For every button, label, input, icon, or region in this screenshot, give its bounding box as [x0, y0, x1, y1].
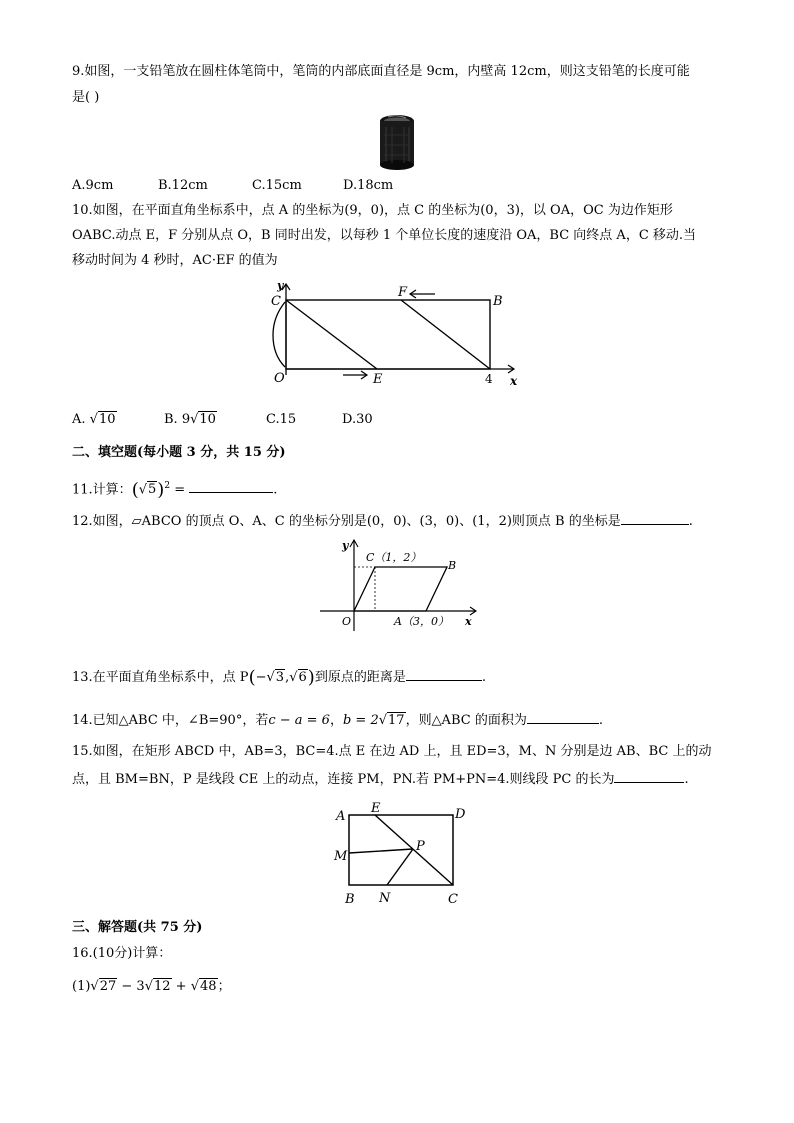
label-b: B — [345, 892, 355, 907]
q13-answer-blank — [406, 666, 482, 681]
q14-suffix: ，则△ABC 的面积为 — [405, 713, 527, 728]
q10-line3: 移动时间为 4 秒时，AC·EF 的值为 — [72, 253, 278, 268]
label-x: x — [465, 615, 472, 628]
label-a: A（3，0） — [394, 615, 449, 628]
q15-line2 — [72, 768, 689, 790]
label-e: E — [371, 801, 381, 816]
q16-operator-2: + — [171, 979, 191, 994]
q9-line2: 是( ) — [72, 90, 100, 105]
q12-answer-blank — [621, 510, 689, 525]
q14-separator: ， — [329, 713, 343, 728]
segment-pn — [387, 849, 413, 885]
q14-end: . — [598, 713, 603, 728]
q15-line1: 15.如图，在矩形 ABCD 中，AB=3，BC=4.点 E 在边 AD 上，且 ED=3，M、N 分别是边 AB、BC 上的动 — [72, 744, 712, 759]
q10-figure — [255, 277, 525, 389]
q15-line2-text: 点，且 BM=BN，P 是线段 CE 上的动点，连接 PM，PN.若 PM+PN=4.则线段 PC 的长为 — [72, 772, 615, 787]
label-p: P — [416, 839, 425, 854]
q10-option-a-prefix: A. — [72, 412, 90, 427]
q11-equals: = — [170, 482, 190, 498]
q11-answer-blank — [189, 478, 273, 493]
label-m: M — [334, 849, 348, 864]
q16-radicand-3: 48 — [200, 979, 217, 994]
q13-prefix: 13.在平面直角坐标系中，点 P — [72, 670, 249, 685]
q9-option-b: B.12cm — [158, 178, 208, 193]
q13-radicand-2: 6 — [298, 670, 307, 685]
q13-suffix: 到原点的距离是 — [314, 670, 406, 685]
label-n: N — [379, 891, 391, 906]
q13-radicand-1: 3 — [275, 670, 285, 685]
q9-line1: 9.如图，一支铅笔放在圆柱体笔筒中，笔筒的内部底面直径是 9cm，内壁高 12cm，则这支铅笔的长度可能 — [72, 64, 690, 79]
q10-option-b-radicand: 10 — [199, 412, 216, 427]
q13-minus: − — [255, 670, 267, 685]
label-4: 4 — [485, 372, 493, 386]
q11-exponent: 2 — [164, 481, 171, 491]
q13-line: 13.在平面直角坐标系中，点 P(−√3,√6)到原点的距离是 . — [72, 667, 486, 688]
label-e: E — [373, 372, 383, 387]
q9-option-c: C.15cm — [252, 178, 302, 193]
q16-end: ； — [217, 979, 231, 994]
label-b: B — [493, 294, 503, 309]
q10-line1: 10.如图，在平面直角坐标系中，点 A 的坐标为(9，0)，点 C 的坐标为(0，3)，以 OA，OC 为边作矩形 — [72, 203, 673, 218]
q14-line: 14.已知△ABC 中，∠B=90°，若c − a = 6，b = 2√17，则△ABC 的面积为 . — [72, 709, 603, 731]
q10-option-a: A. √10 — [72, 412, 116, 427]
label-y: y — [342, 539, 349, 552]
q15-answer-blank — [614, 768, 684, 783]
label-c: C — [448, 892, 458, 907]
q12-text: 12.如图，▱ABCO 的顶点 O、A、C 的坐标分别是(0，0)、(3，0)、(1，2)则顶点 B 的坐标是 — [72, 514, 621, 529]
q13-comma: , — [285, 670, 290, 685]
q16-radicand-1: 27 — [99, 979, 117, 994]
label-x: x — [510, 374, 518, 388]
section-3-heading: 三、解答题(共 75 分) — [72, 920, 203, 935]
q9-option-a: A.9cm — [72, 178, 114, 193]
label-b: B — [448, 559, 457, 572]
label-f: F — [398, 285, 408, 300]
q14-prefix: 14.已知△ABC 中，∠B=90°，若 — [72, 713, 269, 728]
q12-line — [72, 510, 693, 532]
q16-part1: (1)√27 − 3√12 + √48； — [72, 979, 231, 994]
q11-prefix: 11.计算： — [72, 482, 132, 498]
label-c: C — [271, 294, 281, 309]
q10-option-a-radicand: 10 — [98, 412, 116, 427]
q15-end: . — [684, 772, 689, 787]
label-o: O — [342, 615, 352, 628]
q14-condition-2-radicand: 17 — [388, 713, 405, 728]
q16-operator-1: − 3 — [117, 979, 145, 994]
q14-condition-1: c − a = 6 — [268, 713, 330, 728]
q14-condition-2-prefix: b = 2 — [342, 713, 379, 728]
section-2-heading: 二、填空题(每小题 3 分，共 15 分) — [72, 445, 286, 460]
q11-end: . — [273, 482, 278, 498]
q16-part1-prefix: (1) — [72, 979, 91, 994]
rectangle-oabc — [286, 300, 490, 369]
segment-fb — [401, 300, 490, 369]
q12-figure — [316, 535, 480, 633]
segment-ce — [286, 300, 377, 369]
label-o: O — [274, 371, 285, 386]
q15-figure — [328, 796, 478, 908]
q13-end: . — [481, 670, 486, 685]
q10-line2: OABC.动点 E，F 分别从点 O，B 同时出发，以每秒 1 个单位长度的速度沿 OA，BC 向终点 A，C 移动.当 — [72, 228, 697, 243]
parallelogram-abco — [354, 567, 447, 611]
label-y: y — [277, 279, 284, 292]
label-c: C（1，2） — [366, 551, 422, 564]
q10-option-c: C.15 — [266, 412, 297, 427]
q9-option-d: D.18cm — [343, 178, 394, 193]
label-d: D — [455, 807, 466, 822]
q16-title: 16.(10分)计算： — [72, 946, 172, 961]
segment-mp — [349, 849, 413, 853]
label-a: A — [336, 809, 346, 824]
q14-answer-blank — [527, 709, 599, 724]
brace-curve — [273, 302, 285, 367]
q10-option-b-prefix: B. 9 — [164, 412, 191, 427]
q10-option-d: D.30 — [342, 412, 373, 427]
q11-radicand: 5 — [148, 482, 157, 498]
q10-option-b: B. 9√10 — [164, 412, 216, 427]
pencil-holder-image — [378, 113, 416, 171]
q16-radicand-2: 12 — [154, 979, 171, 994]
q12-end: . — [688, 514, 693, 529]
q11-line: 11.计算：$(√5)^2$ = . — [72, 479, 278, 501]
